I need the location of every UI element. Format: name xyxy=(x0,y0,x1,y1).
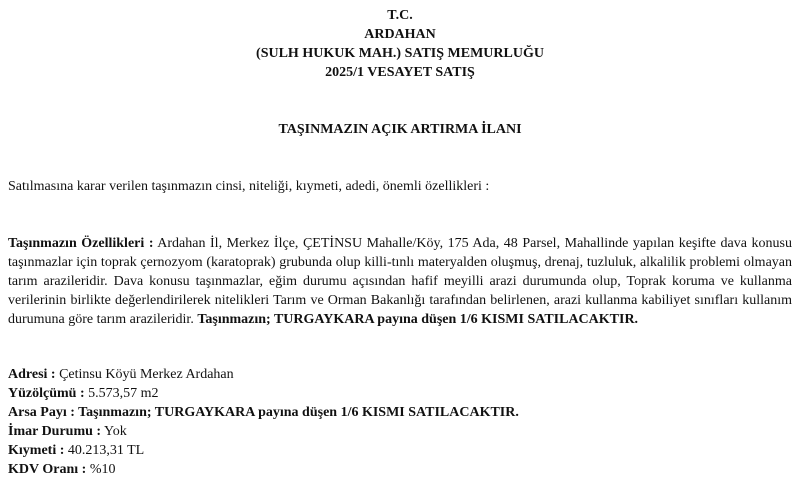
header-tc: T.C. xyxy=(387,8,413,23)
address-value: Çetinsu Köyü Merkez Ardahan xyxy=(55,367,234,382)
header-city: ARDAHAN xyxy=(364,27,436,42)
area-row xyxy=(8,384,792,403)
property-features-paragraph xyxy=(8,234,792,329)
address-label: Adresi : xyxy=(8,367,56,382)
document-page xyxy=(0,6,800,477)
value-row xyxy=(8,441,792,460)
zoning-row xyxy=(8,422,792,441)
share-row xyxy=(8,403,792,422)
property-share-note: Taşınmazın; TURGAYKARA payına düşen 1/6 KISMI SATILACAKTIR. xyxy=(197,312,639,327)
vat-label: KDV Oranı : xyxy=(8,462,87,477)
header-office: (SULH HUKUK MAH.) SATIŞ MEMURLUĞU xyxy=(256,46,544,61)
property-details xyxy=(8,365,792,479)
value-value: 40.213,31 TL xyxy=(64,443,145,458)
value-label: Kıymeti : xyxy=(8,443,65,458)
vat-value: %10 xyxy=(86,462,116,477)
share-label: Arsa Payı : Taşınmazın; TURGAYKARA payına düşen 1/6 KISMI SATILACAKTIR. xyxy=(8,405,519,420)
zoning-value: Yok xyxy=(101,424,127,439)
address-row xyxy=(8,365,792,384)
zoning-label: İmar Durumu : xyxy=(8,424,102,439)
announcement-title: TAŞINMAZIN AÇIK ARTIRMA İLANI xyxy=(278,122,522,137)
property-features-label: Taşınmazın Özellikleri : xyxy=(8,236,154,251)
property-features-text: Ardahan İl, Merkez İlçe, ÇETİNSU Mahalle/Köy, 175 Ada, 48 Parsel, Mahallinde yapılan keşifte dava konusu taşınmazlar için toprak çernozyom (karatoprak) grubunda olup killi-tınlı materyalden oluşmuş, drenaj, tuzluluk, alkalilik problemi olmayan tarım arazileridir. Dava konusu taşınmazlar, eğim durumu açısından hafif meyilli arazi durumunda olup, Toprak koruma ve kullanma verilerinin birlikte değerlendirilerek nitelikleri Tarım ve Orman Bakanlığı tarafından belirlenen, arazi kullanma kabiliyet sınıfları kullanım durumuna göre tarım arazileridir. xyxy=(8,236,792,327)
area-label: Yüzölçümü : xyxy=(8,386,85,401)
area-value: 5.573,57 m2 xyxy=(84,386,159,401)
header-case-number: 2025/1 VESAYET SATIŞ xyxy=(325,65,475,80)
intro-text: Satılmasına karar verilen taşınmazın cinsi, niteliği, kıymeti, adedi, önemli özellikleri : xyxy=(8,179,490,194)
document-header xyxy=(8,6,792,82)
vat-row xyxy=(8,460,792,479)
